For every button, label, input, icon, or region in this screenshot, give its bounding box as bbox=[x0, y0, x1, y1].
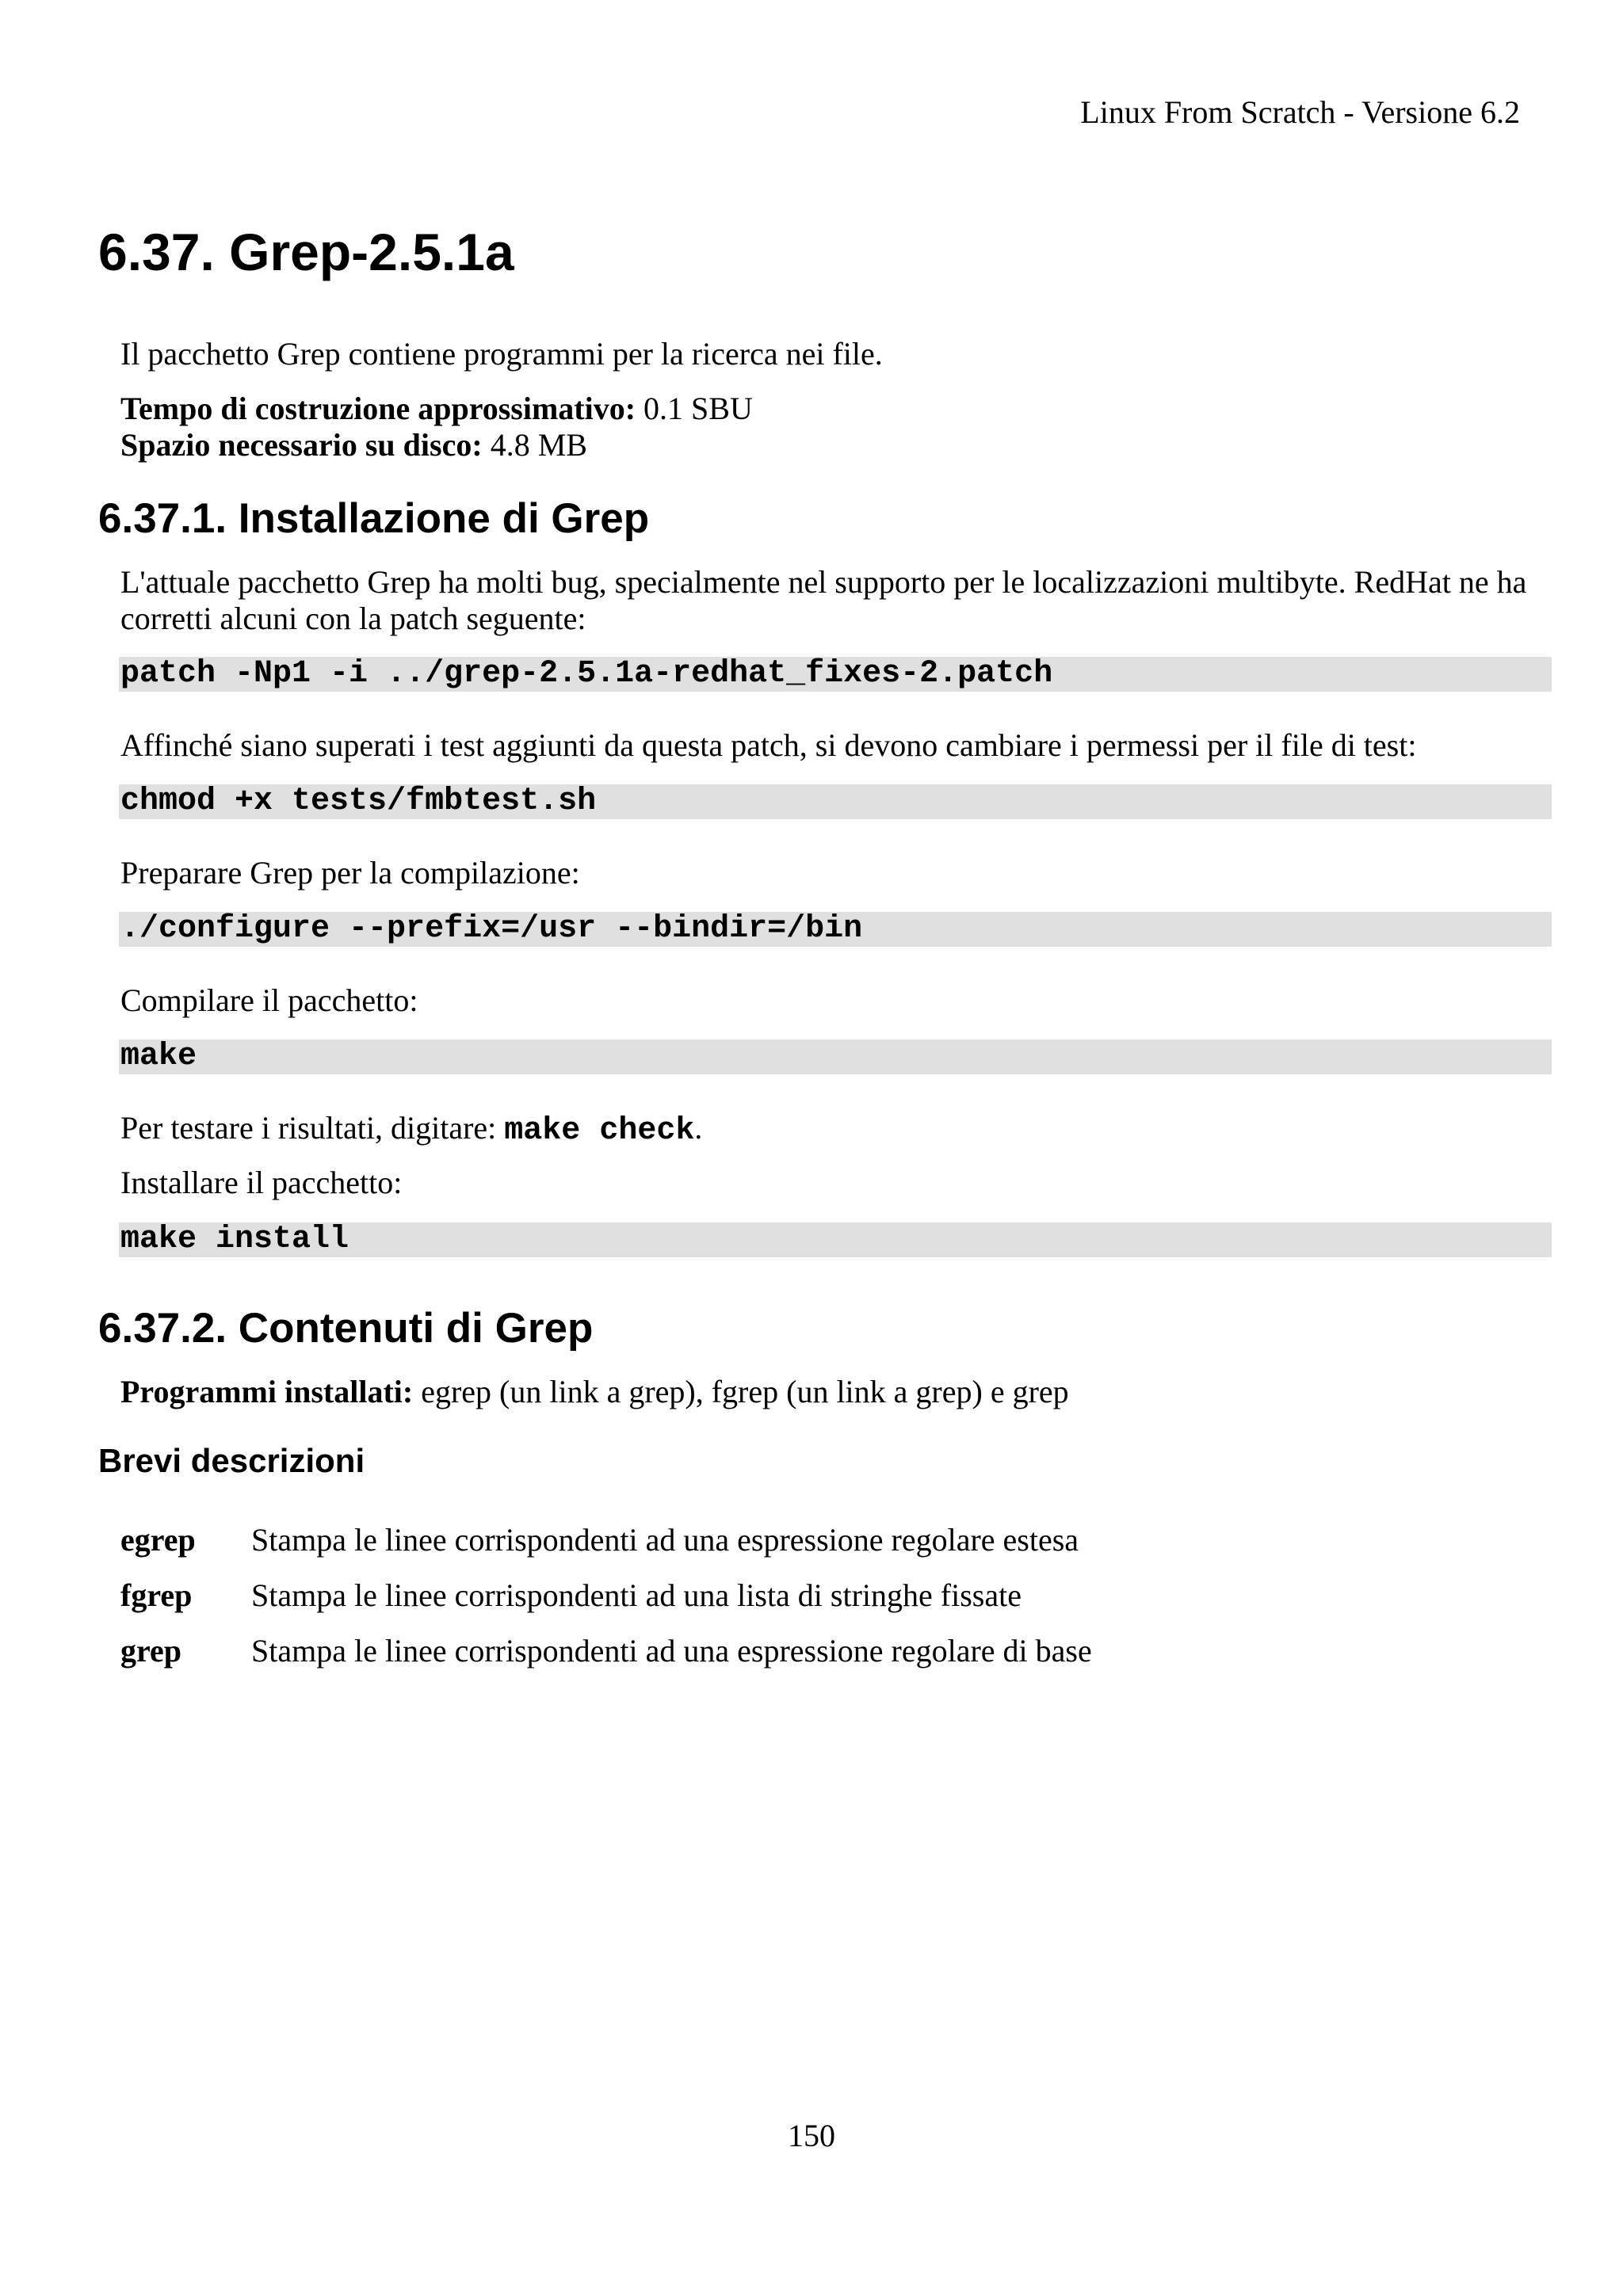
build-time-label: Tempo di costruzione approssimativo: bbox=[120, 391, 636, 426]
description-term: egrep bbox=[120, 1522, 196, 1558]
chapter-title: 6.37. Grep-2.5.1a bbox=[98, 223, 514, 281]
code-block-make-install: make install bbox=[119, 1222, 1552, 1257]
disk-space-value: 4.8 MB bbox=[482, 427, 587, 463]
description-text: Stampa le linee corrispondenti ad una espressione regolare estesa bbox=[251, 1522, 1079, 1558]
build-time-value: 0.1 SBU bbox=[636, 391, 753, 426]
installed-programs-label: Programmi installati: bbox=[120, 1374, 414, 1409]
installation-paragraph-3: Preparare Grep per la compilazione: bbox=[120, 855, 580, 891]
build-time-line bbox=[120, 391, 1552, 427]
inline-code-make-check: make check bbox=[504, 1113, 695, 1149]
page-number: 150 bbox=[788, 2118, 835, 2153]
code-block-configure: ./configure --prefix=/usr --bindir=/bin bbox=[119, 912, 1552, 947]
test-instruction-period: . bbox=[694, 1110, 703, 1146]
installation-paragraph-5 bbox=[120, 1110, 1552, 1150]
description-text: Stampa le linee corrispondenti ad una lista di stringhe fissate bbox=[251, 1577, 1022, 1613]
installation-paragraph-6: Installare il pacchetto: bbox=[120, 1165, 403, 1200]
contents-section-title: 6.37.2. Contenuti di Grep bbox=[98, 1305, 594, 1352]
installed-programs-line bbox=[120, 1374, 1552, 1410]
installed-programs-value: egrep (un link a grep), fgrep (un link a grep) e grep bbox=[413, 1374, 1069, 1409]
installation-paragraph-4: Compilare il pacchetto: bbox=[120, 982, 418, 1018]
code-block-patch: patch -Np1 -i ../grep-2.5.1a-redhat_fixes-2.patch bbox=[119, 657, 1552, 692]
installation-paragraph-1: L'attuale pacchetto Grep ha molti bug, specialmente nel supporto per le localizzazioni multibyte. RedHat ne ha corretti alcuni con la patch seguente: bbox=[120, 564, 1527, 636]
test-instruction-text: Per testare i risultati, digitare: bbox=[120, 1110, 505, 1146]
disk-space-label: Spazio necessario su disco: bbox=[120, 427, 483, 463]
code-block-make: make bbox=[119, 1039, 1552, 1074]
installation-section-title: 6.37.1. Installazione di Grep bbox=[98, 495, 650, 542]
code-block-chmod: chmod +x tests/fmbtest.sh bbox=[119, 784, 1552, 819]
disk-space-line bbox=[120, 427, 1552, 463]
description-term: fgrep bbox=[120, 1577, 193, 1613]
running-header: Linux From Scratch - Versione 6.2 bbox=[1080, 94, 1520, 130]
description-term: grep bbox=[120, 1633, 182, 1669]
installation-paragraph-2: Affinché siano superati i test aggiunti da questa patch, si devono cambiare i permessi per il file di test: bbox=[120, 727, 1417, 763]
description-text: Stampa le linee corrispondenti ad una espressione regolare di base bbox=[251, 1633, 1092, 1669]
package-description: Il pacchetto Grep contiene programmi per la ricerca nei file. bbox=[120, 336, 883, 372]
short-descriptions-title: Brevi descrizioni bbox=[98, 1442, 365, 1479]
